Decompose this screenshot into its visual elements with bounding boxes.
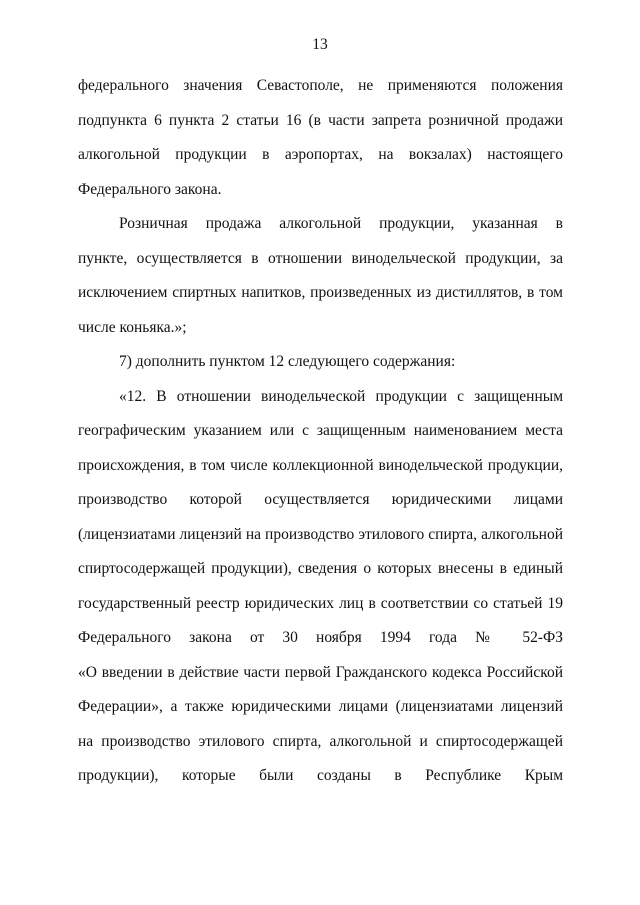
text-line: производство которой осуществляется юридическими лицами xyxy=(78,491,563,508)
text-line: происхождения, в том числе коллекционной винодельческой продукции, xyxy=(78,456,563,474)
page-number: 13 xyxy=(312,36,328,53)
text-line: Федерации», а также юридическими лицами (лицензиатами лицензий xyxy=(78,698,563,715)
text-line: «12. В отношении винодельческой продукции с защищенным xyxy=(119,387,563,405)
text-line: подпункта 6 пункта 2 статьи 16 (в части запрета розничной продажи xyxy=(78,111,563,129)
text-line: 7) дополнить пунктом 12 следующего содержания: xyxy=(119,353,456,370)
text-line: продукции), которые были созданы в Республике Крым xyxy=(78,767,563,784)
text-line: федерального значения Севастополе, не применяются положения xyxy=(78,77,563,94)
text-line: географическим указанием или с защищенным наименованием места xyxy=(78,422,563,439)
text-line: (лицензиатами лицензий на производство этилового спирта, алкогольной xyxy=(78,525,563,543)
document-body xyxy=(78,69,563,794)
text-line: исключением спиртных напитков, произведенных из дистиллятов, в том xyxy=(78,284,563,301)
text-line: на производство этилового спирта, алкогольной и спиртосодержащей xyxy=(78,732,563,750)
text-line: Федерального закона от 30 ноября 1994 года № 52-ФЗ xyxy=(78,629,563,646)
text-line: Розничная продажа алкогольной продукции, указанная в xyxy=(119,215,563,232)
text-line: государственный реестр юридических лиц в соответствии со статьей 19 xyxy=(78,594,563,612)
text-line: числе коньяка.»; xyxy=(78,318,187,336)
text-line: «О введении в действие части первой Гражданского кодекса Российской xyxy=(78,663,563,681)
text-line: пункте, осуществляется в отношении винодельческой продукции, за xyxy=(78,249,563,267)
text-line: Федерального закона. xyxy=(78,180,222,198)
text-line: спиртосодержащей продукции), сведения о которых внесены в единый xyxy=(78,560,563,577)
text-line: алкогольной продукции в аэропортах, на вокзалах) настоящего xyxy=(78,146,563,163)
